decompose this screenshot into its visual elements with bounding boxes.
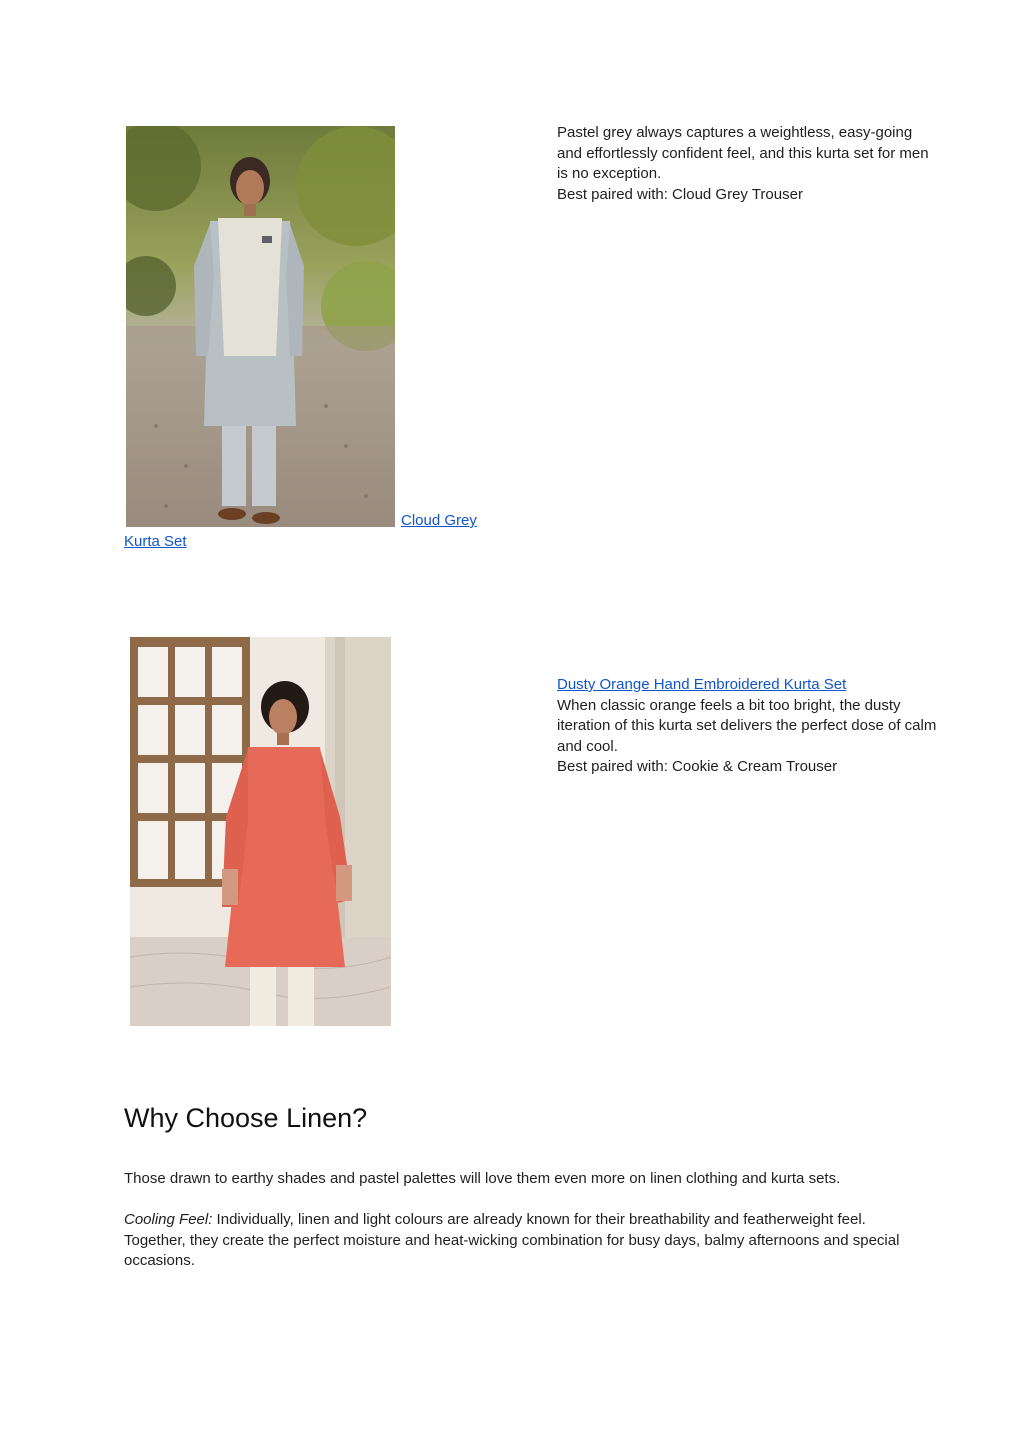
cloud-grey-kurta-set-link-continued[interactable]: Kurta Set: [124, 533, 187, 550]
cloud-grey-description: Pastel grey always captures a weightless, easy-going and effortlessly confident feel, and this kurta set for men is no exception.: [557, 124, 929, 182]
why-choose-linen-heading: Why Choose Linen?: [124, 1103, 368, 1133]
cooling-feel-label: Cooling Feel:: [124, 1211, 213, 1228]
cooling-feel-paragraph: [124, 1210, 914, 1272]
cooling-feel-text: Individually, linen and light colours are already known for their breathability and featherweight feel. Together, they create the perfect moisture and heat-wicking combination for busy days, balmy afternoons and special occasions.: [124, 1211, 900, 1269]
cloud-grey-description-block: [557, 123, 937, 205]
cloud-grey-kurta-photo: [126, 126, 395, 527]
dusty-orange-description: When classic orange feels a bit too bright, the dusty iteration of this kurta set delivers the perfect dose of calm and cool.: [557, 696, 937, 755]
cloud-grey-kurta-set-link[interactable]: Cloud Grey: [401, 512, 477, 529]
linen-intro-paragraph: Those drawn to earthy shades and pastel palettes will love them even more on linen clothing and kurta sets.: [124, 1170, 841, 1187]
dusty-orange-description-block: [557, 675, 937, 778]
dusty-orange-kurta-set-link[interactable]: Dusty Orange Hand Embroidered Kurta Set: [557, 676, 847, 693]
dusty-orange-kurta-photo: [130, 637, 391, 1026]
dusty-orange-pairing: Best paired with: Cookie & Cream Trouser: [557, 758, 838, 775]
cloud-grey-pairing: Best paired with: Cloud Grey Trouser: [557, 185, 803, 203]
